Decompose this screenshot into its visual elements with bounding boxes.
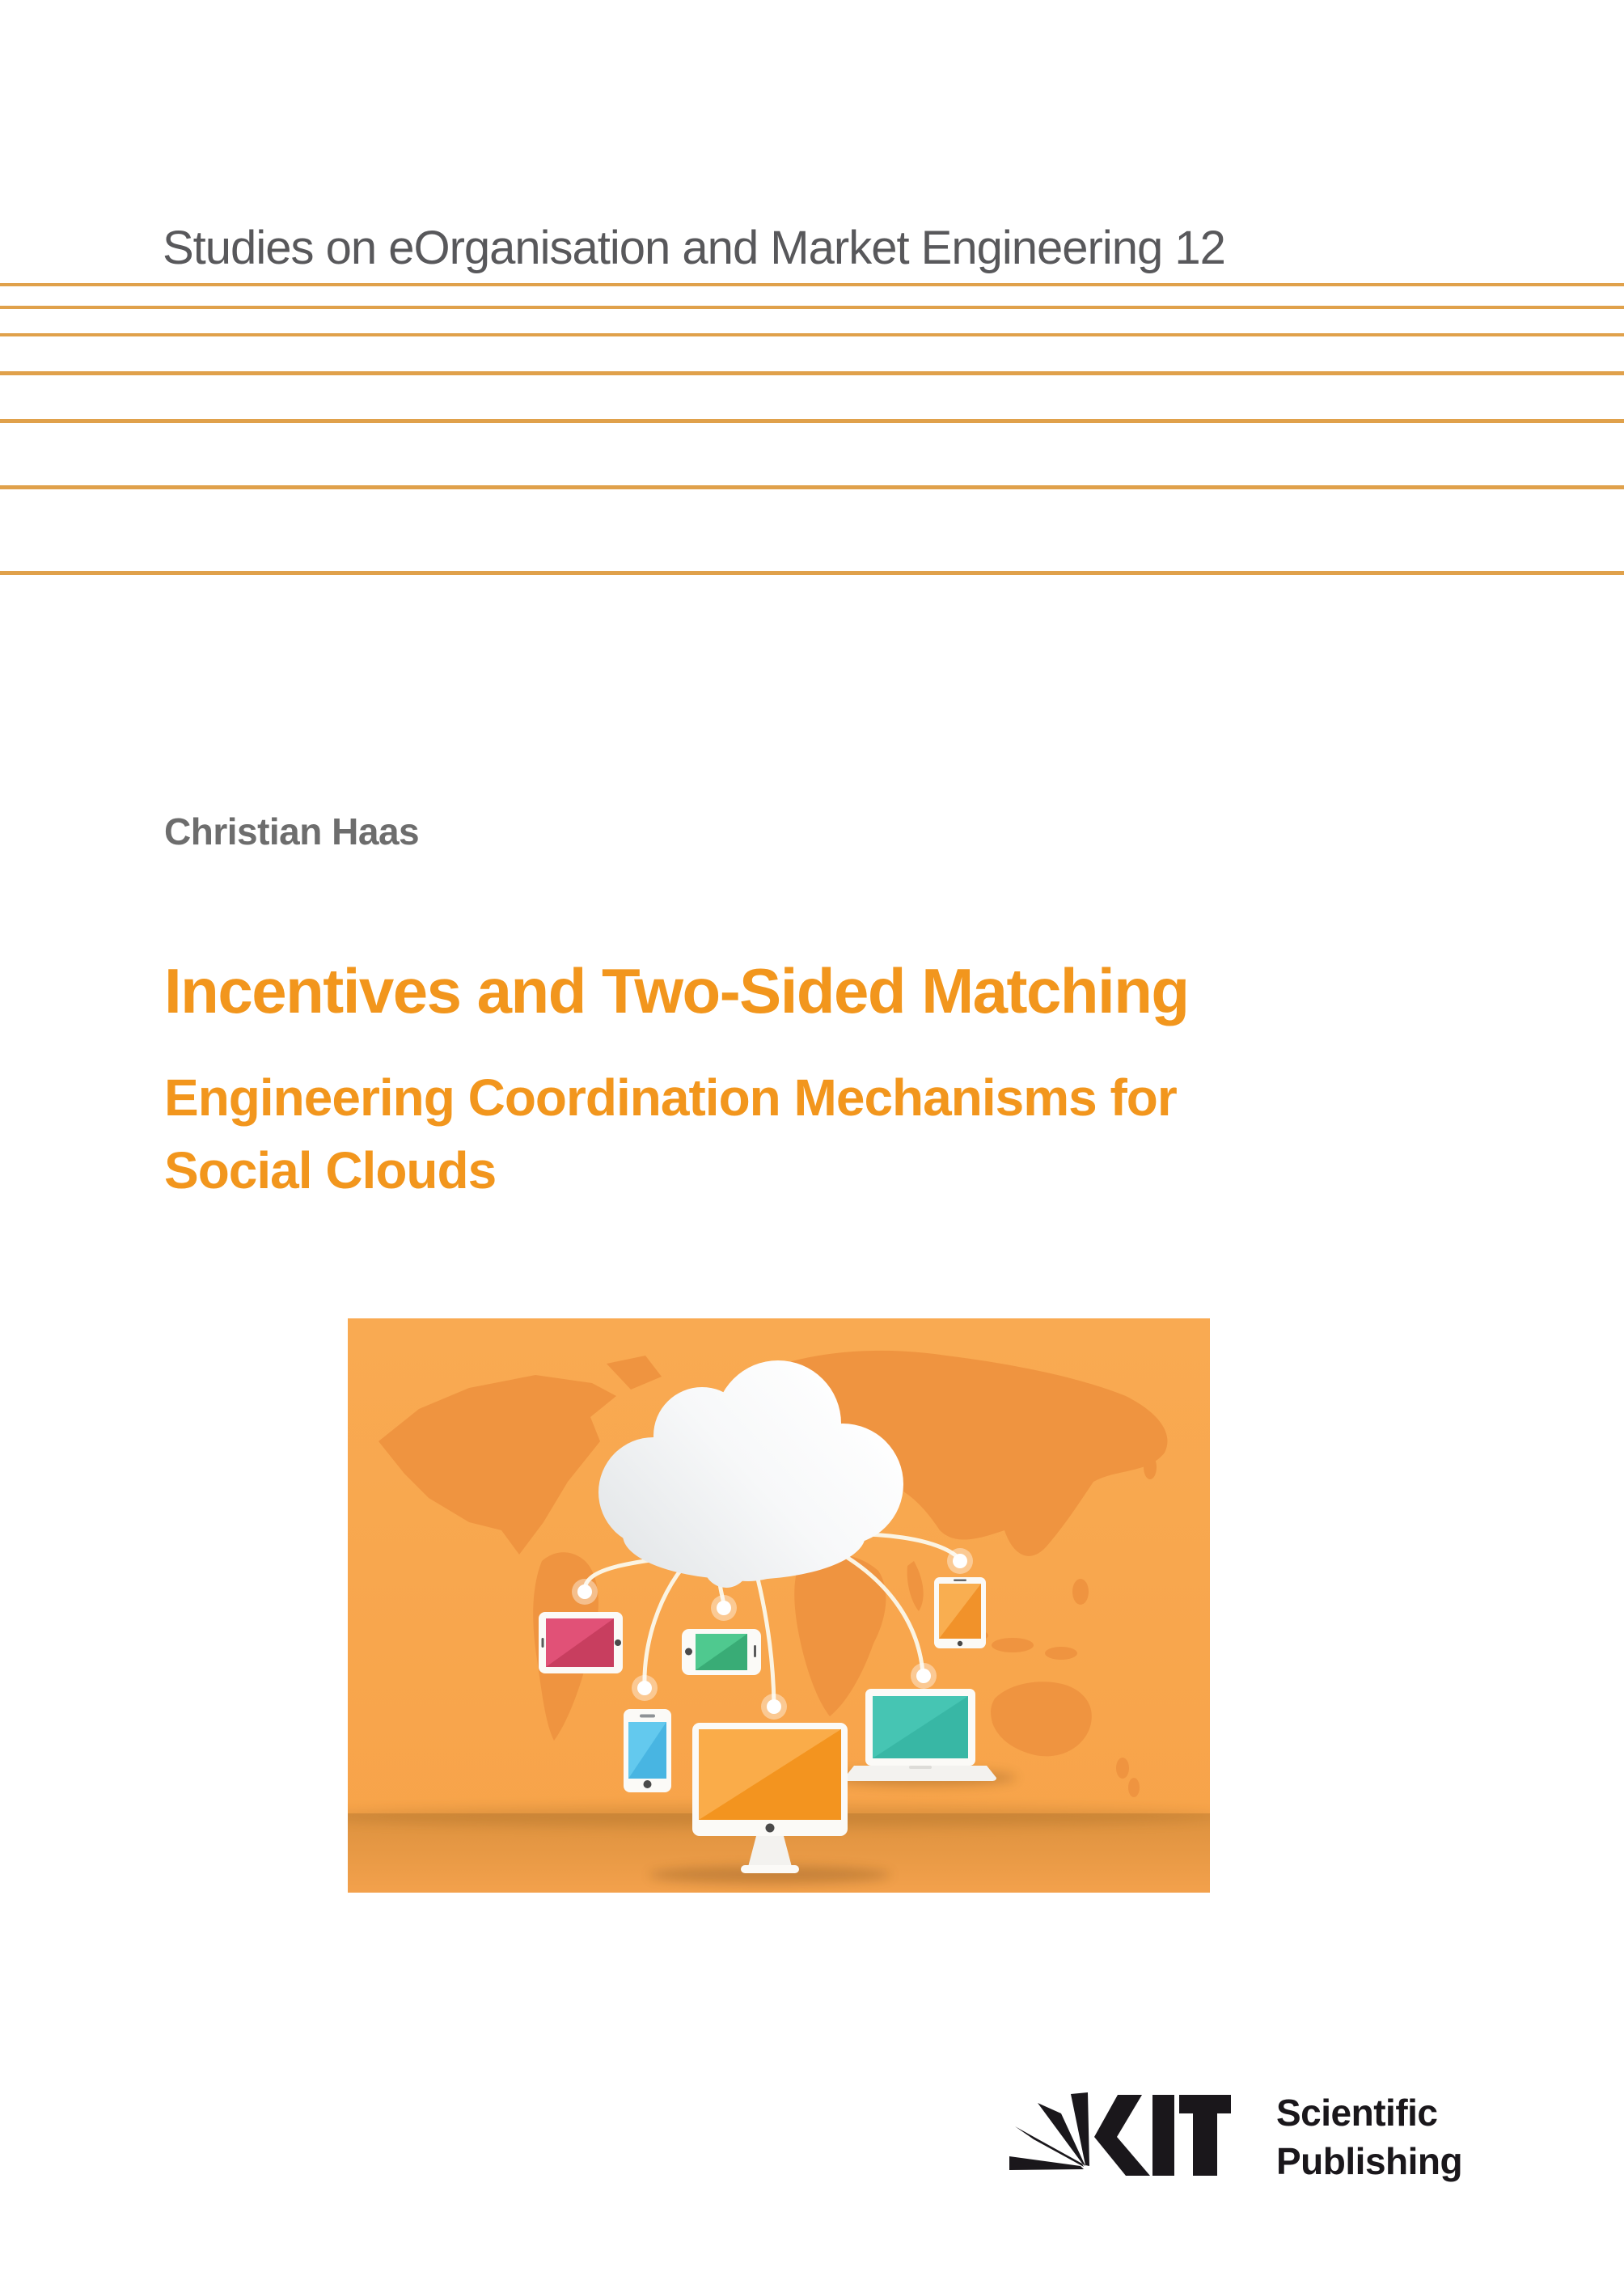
subtitle-line-2: Social Clouds: [164, 1141, 497, 1199]
decorative-rule: [0, 485, 1624, 489]
publisher-block: [1003, 2091, 1462, 2185]
phone-green-icon: [682, 1629, 761, 1675]
node: [761, 1694, 787, 1720]
laptop-teal-icon: [844, 1689, 996, 1781]
kit-letter-i: [1152, 2095, 1174, 2176]
node: [911, 1663, 937, 1689]
phone-blue-icon: [624, 1709, 671, 1792]
imprint-line-1: Scientific: [1276, 2092, 1438, 2134]
author-name: Christian Haas: [164, 810, 420, 852]
decorative-rule: [0, 419, 1624, 423]
decorative-rule: [0, 306, 1624, 309]
node: [711, 1595, 737, 1621]
series-title: Studies on eOrganisation and Market Engineering 12: [163, 222, 1225, 274]
subtitle-line-1: Engineering Coordination Mechanisms for: [164, 1068, 1177, 1127]
cloud-computing-illustration: [348, 1318, 1210, 1893]
imprint-line-2: Publishing: [1276, 2140, 1463, 2182]
node: [947, 1548, 973, 1574]
node: [632, 1675, 658, 1701]
tablet-red-icon: [539, 1612, 623, 1673]
node: [572, 1579, 598, 1605]
cover-illustration: [348, 1318, 1210, 1893]
book-title: Incentives and Two-Sided Matching: [164, 955, 1189, 1026]
book-subtitle: [164, 1061, 1177, 1207]
tablet-orange-icon: [934, 1577, 986, 1648]
decorative-rule: [0, 283, 1624, 286]
kit-letter-t: [1193, 2095, 1217, 2176]
decorative-rule: [0, 371, 1624, 375]
kit-letter-k: [1094, 2095, 1150, 2176]
decorative-rule: [0, 333, 1624, 336]
kit-logo: [1003, 2091, 1233, 2177]
decorative-rule: [0, 571, 1624, 575]
publisher-imprint: [1276, 2088, 1462, 2185]
